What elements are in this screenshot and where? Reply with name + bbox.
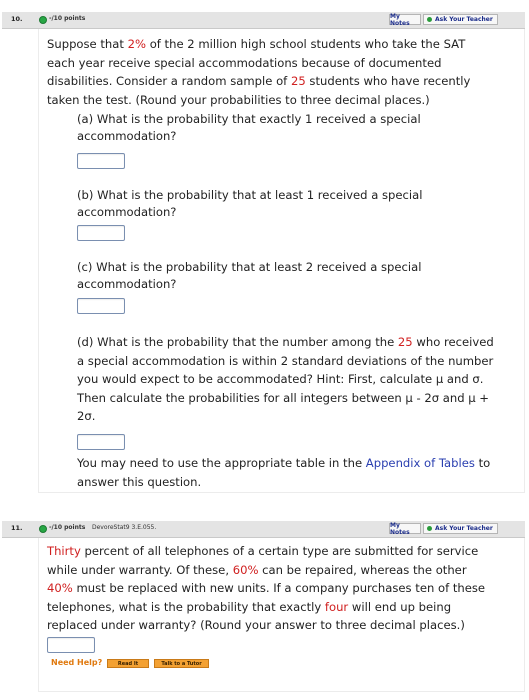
ask-teacher-label: Ask Your Teacher: [435, 16, 493, 23]
appendix-note: You may need to use the appropriate table in the Appendix of Tables to answer this question.: [77, 456, 491, 489]
ask-teacher-button[interactable]: [423, 523, 498, 534]
my-notes-button[interactable]: My Notes: [389, 14, 421, 25]
question-number: 10.: [11, 15, 23, 23]
part-c-answer-input[interactable]: [77, 298, 125, 314]
ask-teacher-label: Ask Your Teacher: [435, 525, 493, 532]
q11-answer-input[interactable]: [47, 637, 95, 653]
part-d-text: (d) What is the probability that the number among the 25 who received a special accommodation is within 2 standard deviations of the number you would expect to be accommodated? Hint: First, calculate μ and σ. Then calculate the probabilities for all integers between μ - 2σ and μ + 2σ.: [77, 335, 494, 423]
read-it-button[interactable]: Read It: [107, 659, 149, 668]
question-10-body: [38, 29, 525, 493]
ask-teacher-button[interactable]: [423, 14, 498, 25]
need-help-label: Need Help?: [51, 658, 103, 667]
question-11-text: Thirty percent of all telephones of a certain type are submitted for service while under warranty. Of these, 60% can be repaired, whereas the other 40% must be replaced with new units. If a company purchases ten of these telephones, what is the probability that exactly four will end up being replaced under warranty? (Round your answer to three decimal places.): [47, 544, 486, 632]
points-label: -/10 points: [49, 15, 86, 22]
question-11-header: [2, 521, 525, 538]
part-a-text: (a) What is the probability that exactly 1 received a special accommodation?: [77, 112, 421, 143]
problem-source: DevoreStat9 3.E.055.: [92, 524, 157, 531]
points-label: -/10 points: [49, 524, 86, 531]
question-10: [2, 12, 525, 489]
question-10-intro: Suppose that 2% of the 2 million high school students who take the SAT each year receive special accommodations because of documented disabilities. Consider a random sample of 25 students who have recently taken the test. (Round your probabilities to three decimal places.): [47, 37, 471, 107]
appendix-link[interactable]: Appendix of Tables: [365, 456, 475, 470]
question-10-header: [2, 12, 525, 29]
ask-teacher-icon: [427, 17, 432, 22]
question-number: 11.: [11, 524, 23, 532]
my-notes-button[interactable]: My Notes: [389, 523, 421, 534]
part-b-text: (b) What is the probability that at least 1 received a special accommodation?: [77, 188, 423, 219]
status-dot-icon: [39, 16, 47, 24]
part-b-answer-input[interactable]: [77, 225, 125, 241]
ask-teacher-icon: [427, 526, 432, 531]
question-11: [2, 521, 525, 667]
part-a-answer-input[interactable]: [77, 153, 125, 169]
status-dot-icon: [39, 525, 47, 533]
part-c-text: (c) What is the probability that at least 2 received a special accommodation?: [77, 260, 422, 291]
talk-to-tutor-button[interactable]: Talk to a Tutor: [154, 659, 209, 668]
question-11-body: [38, 538, 525, 692]
part-d-answer-input[interactable]: [77, 434, 125, 450]
